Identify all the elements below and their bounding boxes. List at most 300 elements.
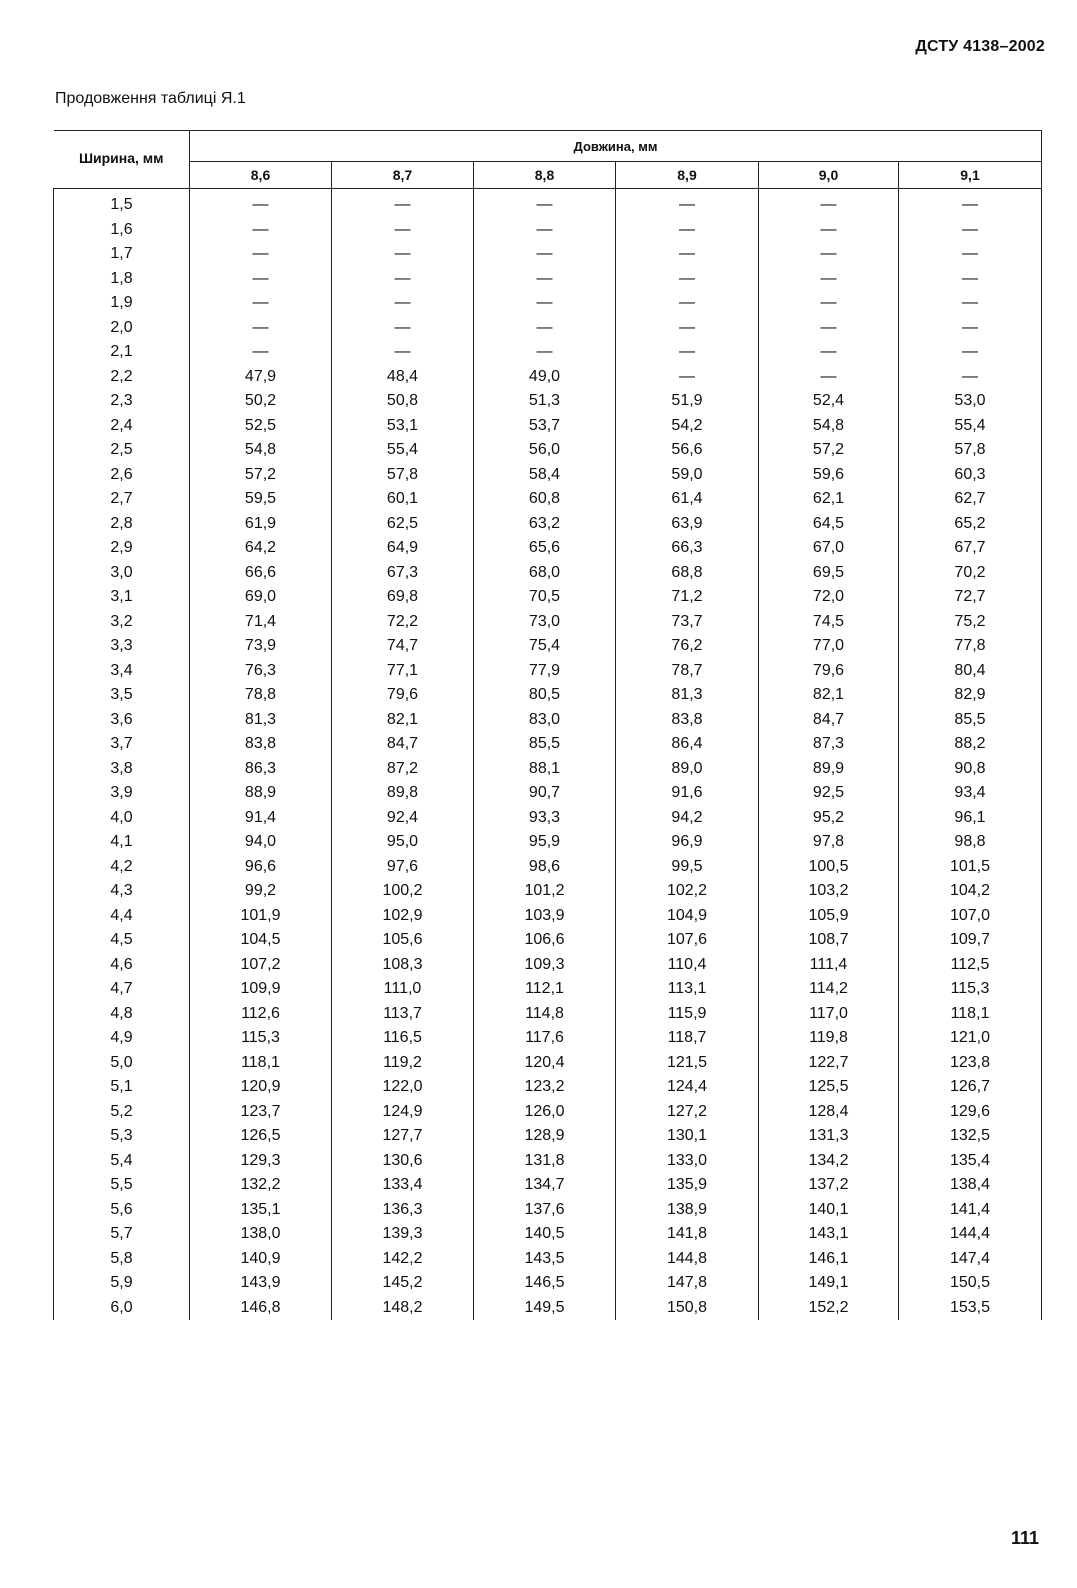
width-cell: 4,1	[54, 830, 190, 855]
value-cell: 126,7	[899, 1075, 1042, 1100]
value-cell: 118,1	[899, 1002, 1042, 1027]
value-cell: 115,9	[616, 1002, 759, 1027]
value-cell: 51,9	[616, 389, 759, 414]
width-cell: 2,7	[54, 487, 190, 512]
value-cell: 92,5	[759, 781, 899, 806]
value-cell: 149,5	[474, 1296, 616, 1321]
value-cell: 112,1	[474, 977, 616, 1002]
value-cell: —	[759, 242, 899, 267]
value-cell: 122,0	[332, 1075, 474, 1100]
value-cell: 61,4	[616, 487, 759, 512]
width-cell: 6,0	[54, 1296, 190, 1321]
value-cell: —	[616, 291, 759, 316]
width-cell: 4,2	[54, 855, 190, 880]
value-cell: 92,4	[332, 806, 474, 831]
width-cell: 1,9	[54, 291, 190, 316]
table-row	[54, 291, 1042, 316]
table-row	[54, 1100, 1042, 1125]
length-column-header: 8,9	[616, 162, 759, 189]
value-cell: 73,7	[616, 610, 759, 635]
value-cell: 143,9	[190, 1271, 332, 1296]
value-cell: —	[332, 316, 474, 341]
table-row	[54, 806, 1042, 831]
value-cell: —	[332, 189, 474, 218]
width-cell: 4,0	[54, 806, 190, 831]
width-cell: 2,2	[54, 365, 190, 390]
value-cell: —	[759, 218, 899, 243]
value-cell: —	[899, 291, 1042, 316]
value-cell: 144,8	[616, 1247, 759, 1272]
value-cell: 64,2	[190, 536, 332, 561]
value-cell: 148,2	[332, 1296, 474, 1321]
value-cell: 96,9	[616, 830, 759, 855]
table-row	[54, 512, 1042, 537]
value-cell: 120,4	[474, 1051, 616, 1076]
value-cell: 144,4	[899, 1222, 1042, 1247]
width-cell: 4,5	[54, 928, 190, 953]
width-cell: 5,6	[54, 1198, 190, 1223]
value-cell: 72,7	[899, 585, 1042, 610]
value-cell: 83,8	[616, 708, 759, 733]
value-cell: 146,8	[190, 1296, 332, 1321]
value-cell: 89,8	[332, 781, 474, 806]
width-cell: 3,0	[54, 561, 190, 586]
table-row	[54, 463, 1042, 488]
value-cell: 76,3	[190, 659, 332, 684]
value-cell: 123,2	[474, 1075, 616, 1100]
value-cell: 77,9	[474, 659, 616, 684]
value-cell: 70,5	[474, 585, 616, 610]
table-row	[54, 267, 1042, 292]
value-cell: 82,1	[759, 683, 899, 708]
value-cell: 77,1	[332, 659, 474, 684]
value-cell: 57,2	[759, 438, 899, 463]
width-cell: 3,2	[54, 610, 190, 635]
value-cell: 56,0	[474, 438, 616, 463]
table-body	[54, 189, 1042, 1321]
value-cell: 87,2	[332, 757, 474, 782]
width-cell: 1,6	[54, 218, 190, 243]
table-row	[54, 218, 1042, 243]
value-cell: 146,1	[759, 1247, 899, 1272]
value-cell: 112,5	[899, 953, 1042, 978]
value-cell: —	[759, 291, 899, 316]
value-cell: 78,8	[190, 683, 332, 708]
width-cell: 3,9	[54, 781, 190, 806]
value-cell: 101,9	[190, 904, 332, 929]
value-cell: 75,2	[899, 610, 1042, 635]
width-cell: 1,7	[54, 242, 190, 267]
value-cell: 114,8	[474, 1002, 616, 1027]
value-cell: 130,1	[616, 1124, 759, 1149]
value-cell: 53,7	[474, 414, 616, 439]
table-row	[54, 561, 1042, 586]
width-cell: 4,4	[54, 904, 190, 929]
value-cell: 94,2	[616, 806, 759, 831]
value-cell: 62,5	[332, 512, 474, 537]
width-column-header: Ширина, мм	[54, 131, 190, 189]
value-cell: —	[899, 267, 1042, 292]
value-cell: —	[190, 189, 332, 218]
width-cell: 2,6	[54, 463, 190, 488]
value-cell: 50,8	[332, 389, 474, 414]
width-cell: 5,8	[54, 1247, 190, 1272]
value-cell: 134,7	[474, 1173, 616, 1198]
value-cell: 128,9	[474, 1124, 616, 1149]
table-row	[54, 953, 1042, 978]
value-cell: 99,5	[616, 855, 759, 880]
value-cell: 64,5	[759, 512, 899, 537]
value-cell: 69,5	[759, 561, 899, 586]
value-cell: 105,6	[332, 928, 474, 953]
value-cell: 140,9	[190, 1247, 332, 1272]
value-cell: 63,2	[474, 512, 616, 537]
value-cell: —	[616, 316, 759, 341]
value-cell: 48,4	[332, 365, 474, 390]
width-cell: 5,9	[54, 1271, 190, 1296]
value-cell: 69,0	[190, 585, 332, 610]
value-cell: 77,8	[899, 634, 1042, 659]
value-cell: 115,3	[190, 1026, 332, 1051]
page-number: 111	[1010, 1528, 1039, 1548]
value-cell: 60,8	[474, 487, 616, 512]
value-cell: 75,4	[474, 634, 616, 659]
value-cell: —	[759, 316, 899, 341]
value-cell: 116,5	[332, 1026, 474, 1051]
table-row	[54, 1198, 1042, 1223]
value-cell: 123,7	[190, 1100, 332, 1125]
value-cell: —	[616, 267, 759, 292]
value-cell: —	[190, 218, 332, 243]
table-caption: Продовження таблиці Я.1	[55, 90, 246, 107]
value-cell: —	[616, 365, 759, 390]
value-cell: 64,9	[332, 536, 474, 561]
value-cell: —	[616, 340, 759, 365]
value-cell: 59,5	[190, 487, 332, 512]
value-cell: 89,9	[759, 757, 899, 782]
value-cell: —	[616, 242, 759, 267]
value-cell: 141,4	[899, 1198, 1042, 1223]
value-cell: 104,5	[190, 928, 332, 953]
width-cell: 2,9	[54, 536, 190, 561]
value-cell: 63,9	[616, 512, 759, 537]
value-cell: 124,9	[332, 1100, 474, 1125]
width-cell: 3,6	[54, 708, 190, 733]
table-row	[54, 708, 1042, 733]
width-cell: 2,5	[54, 438, 190, 463]
value-cell: 121,5	[616, 1051, 759, 1076]
table-row	[54, 1222, 1042, 1247]
value-cell: 65,2	[899, 512, 1042, 537]
value-cell: 107,6	[616, 928, 759, 953]
table-row	[54, 1026, 1042, 1051]
value-cell: —	[190, 242, 332, 267]
value-cell: 140,1	[759, 1198, 899, 1223]
value-cell: —	[332, 340, 474, 365]
width-cell: 4,9	[54, 1026, 190, 1051]
value-cell: 83,0	[474, 708, 616, 733]
value-cell: 136,3	[332, 1198, 474, 1223]
value-cell: 62,7	[899, 487, 1042, 512]
value-cell: 111,0	[332, 977, 474, 1002]
value-cell: 100,2	[332, 879, 474, 904]
table-row	[54, 316, 1042, 341]
value-cell: 147,8	[616, 1271, 759, 1296]
width-cell: 3,5	[54, 683, 190, 708]
value-cell: —	[474, 291, 616, 316]
width-cell: 2,3	[54, 389, 190, 414]
value-cell: 150,8	[616, 1296, 759, 1321]
value-cell: 133,4	[332, 1173, 474, 1198]
value-cell: 83,8	[190, 732, 332, 757]
table-row	[54, 879, 1042, 904]
value-cell: 90,7	[474, 781, 616, 806]
value-cell: 74,7	[332, 634, 474, 659]
value-cell: 52,4	[759, 389, 899, 414]
value-cell: 133,0	[616, 1149, 759, 1174]
value-cell: 53,0	[899, 389, 1042, 414]
value-cell: 72,2	[332, 610, 474, 635]
value-cell: 107,0	[899, 904, 1042, 929]
value-cell: 121,0	[899, 1026, 1042, 1051]
value-cell: 126,5	[190, 1124, 332, 1149]
value-cell: 142,2	[332, 1247, 474, 1272]
value-cell: 71,4	[190, 610, 332, 635]
table-row	[54, 365, 1042, 390]
value-cell: 82,9	[899, 683, 1042, 708]
value-cell: —	[616, 189, 759, 218]
document-code: ДСТУ 4138–2002	[915, 38, 1045, 55]
value-cell: 79,6	[759, 659, 899, 684]
length-column-header: 9,1	[899, 162, 1042, 189]
data-table-container	[53, 130, 1041, 1320]
width-cell: 5,2	[54, 1100, 190, 1125]
table-row	[54, 1296, 1042, 1321]
length-columns-row	[54, 162, 1042, 189]
value-cell: 56,6	[616, 438, 759, 463]
value-cell: —	[190, 267, 332, 292]
value-cell: 96,1	[899, 806, 1042, 831]
width-cell: 2,0	[54, 316, 190, 341]
value-cell: 131,8	[474, 1149, 616, 1174]
value-cell: 86,3	[190, 757, 332, 782]
value-cell: 135,4	[899, 1149, 1042, 1174]
table-row	[54, 340, 1042, 365]
value-cell: 150,5	[899, 1271, 1042, 1296]
value-cell: —	[474, 242, 616, 267]
table-row	[54, 781, 1042, 806]
value-cell: 66,3	[616, 536, 759, 561]
value-cell: 113,1	[616, 977, 759, 1002]
table-row	[54, 414, 1042, 439]
value-cell: 110,4	[616, 953, 759, 978]
width-cell: 3,4	[54, 659, 190, 684]
value-cell: 87,3	[759, 732, 899, 757]
value-cell: 67,7	[899, 536, 1042, 561]
value-cell: 143,1	[759, 1222, 899, 1247]
value-cell: —	[332, 242, 474, 267]
length-column-header: 8,8	[474, 162, 616, 189]
value-cell: 132,5	[899, 1124, 1042, 1149]
value-cell: 59,6	[759, 463, 899, 488]
width-cell: 1,5	[54, 189, 190, 218]
width-cell: 5,5	[54, 1173, 190, 1198]
width-cell: 4,6	[54, 953, 190, 978]
table-row	[54, 1075, 1042, 1100]
value-cell: 84,7	[332, 732, 474, 757]
table-row	[54, 1124, 1042, 1149]
value-cell: 119,8	[759, 1026, 899, 1051]
table-row	[54, 1271, 1042, 1296]
value-cell: 62,1	[759, 487, 899, 512]
value-cell: 102,2	[616, 879, 759, 904]
table-row	[54, 1173, 1042, 1198]
value-cell: 119,2	[332, 1051, 474, 1076]
length-column-header: 8,7	[332, 162, 474, 189]
table-row	[54, 389, 1042, 414]
value-cell: 139,3	[332, 1222, 474, 1247]
value-cell: 107,2	[190, 953, 332, 978]
value-cell: 73,0	[474, 610, 616, 635]
value-cell: 80,4	[899, 659, 1042, 684]
table-row	[54, 855, 1042, 880]
value-cell: —	[190, 291, 332, 316]
value-cell: 129,3	[190, 1149, 332, 1174]
value-cell: —	[474, 267, 616, 292]
value-cell: 76,2	[616, 634, 759, 659]
value-cell: 135,1	[190, 1198, 332, 1223]
value-cell: 152,2	[759, 1296, 899, 1321]
value-cell: 61,9	[190, 512, 332, 537]
width-cell: 4,3	[54, 879, 190, 904]
value-cell: 90,8	[899, 757, 1042, 782]
value-cell: 60,1	[332, 487, 474, 512]
value-cell: 80,5	[474, 683, 616, 708]
value-cell: —	[474, 316, 616, 341]
table-row	[54, 487, 1042, 512]
table-row	[54, 1002, 1042, 1027]
value-cell: —	[474, 189, 616, 218]
value-cell: 82,1	[332, 708, 474, 733]
value-cell: —	[190, 316, 332, 341]
value-cell: 51,3	[474, 389, 616, 414]
length-group-header: Довжина, мм	[190, 131, 1042, 162]
value-cell: 54,8	[190, 438, 332, 463]
dimension-table	[53, 130, 1042, 1320]
value-cell: 54,2	[616, 414, 759, 439]
table-row	[54, 536, 1042, 561]
table-row	[54, 438, 1042, 463]
width-cell: 3,7	[54, 732, 190, 757]
value-cell: 88,9	[190, 781, 332, 806]
value-cell: 95,2	[759, 806, 899, 831]
value-cell: 118,7	[616, 1026, 759, 1051]
value-cell: 69,8	[332, 585, 474, 610]
width-cell: 4,7	[54, 977, 190, 1002]
value-cell: 89,0	[616, 757, 759, 782]
value-cell: 96,6	[190, 855, 332, 880]
value-cell: 67,3	[332, 561, 474, 586]
width-cell: 5,0	[54, 1051, 190, 1076]
value-cell: 143,5	[474, 1247, 616, 1272]
value-cell: 115,3	[899, 977, 1042, 1002]
value-cell: 68,8	[616, 561, 759, 586]
value-cell: —	[899, 316, 1042, 341]
value-cell: 101,2	[474, 879, 616, 904]
value-cell: 81,3	[190, 708, 332, 733]
value-cell: —	[759, 189, 899, 218]
value-cell: 138,9	[616, 1198, 759, 1223]
value-cell: 47,9	[190, 365, 332, 390]
value-cell: 59,0	[616, 463, 759, 488]
value-cell: 93,4	[899, 781, 1042, 806]
table-row	[54, 634, 1042, 659]
value-cell: 108,7	[759, 928, 899, 953]
value-cell: 68,0	[474, 561, 616, 586]
table-row	[54, 757, 1042, 782]
value-cell: 67,0	[759, 536, 899, 561]
value-cell: —	[899, 189, 1042, 218]
value-cell: 57,8	[332, 463, 474, 488]
width-cell: 4,8	[54, 1002, 190, 1027]
value-cell: 145,2	[332, 1271, 474, 1296]
value-cell: 77,0	[759, 634, 899, 659]
value-cell: 85,5	[474, 732, 616, 757]
value-cell: 109,3	[474, 953, 616, 978]
value-cell: 140,5	[474, 1222, 616, 1247]
value-cell: 97,8	[759, 830, 899, 855]
value-cell: 84,7	[759, 708, 899, 733]
value-cell: 141,8	[616, 1222, 759, 1247]
value-cell: 95,9	[474, 830, 616, 855]
value-cell: 50,2	[190, 389, 332, 414]
value-cell: —	[899, 242, 1042, 267]
value-cell: 72,0	[759, 585, 899, 610]
value-cell: 149,1	[759, 1271, 899, 1296]
value-cell: 58,4	[474, 463, 616, 488]
value-cell: —	[474, 340, 616, 365]
value-cell: 112,6	[190, 1002, 332, 1027]
width-cell: 5,1	[54, 1075, 190, 1100]
value-cell: —	[899, 365, 1042, 390]
value-cell: 132,2	[190, 1173, 332, 1198]
value-cell: —	[759, 340, 899, 365]
table-row	[54, 1247, 1042, 1272]
width-cell: 5,3	[54, 1124, 190, 1149]
value-cell: 53,1	[332, 414, 474, 439]
width-cell: 1,8	[54, 267, 190, 292]
value-cell: 102,9	[332, 904, 474, 929]
value-cell: 126,0	[474, 1100, 616, 1125]
length-column-header: 8,6	[190, 162, 332, 189]
value-cell: 153,5	[899, 1296, 1042, 1321]
value-cell: 60,3	[899, 463, 1042, 488]
length-column-header: 9,0	[759, 162, 899, 189]
value-cell: 95,0	[332, 830, 474, 855]
value-cell: 101,5	[899, 855, 1042, 880]
value-cell: 127,2	[616, 1100, 759, 1125]
value-cell: 85,5	[899, 708, 1042, 733]
value-cell: 100,5	[759, 855, 899, 880]
value-cell: 117,0	[759, 1002, 899, 1027]
value-cell: 129,6	[899, 1100, 1042, 1125]
value-cell: 99,2	[190, 879, 332, 904]
value-cell: 57,2	[190, 463, 332, 488]
value-cell: 104,9	[616, 904, 759, 929]
value-cell: 103,9	[474, 904, 616, 929]
value-cell: 128,4	[759, 1100, 899, 1125]
value-cell: 93,3	[474, 806, 616, 831]
